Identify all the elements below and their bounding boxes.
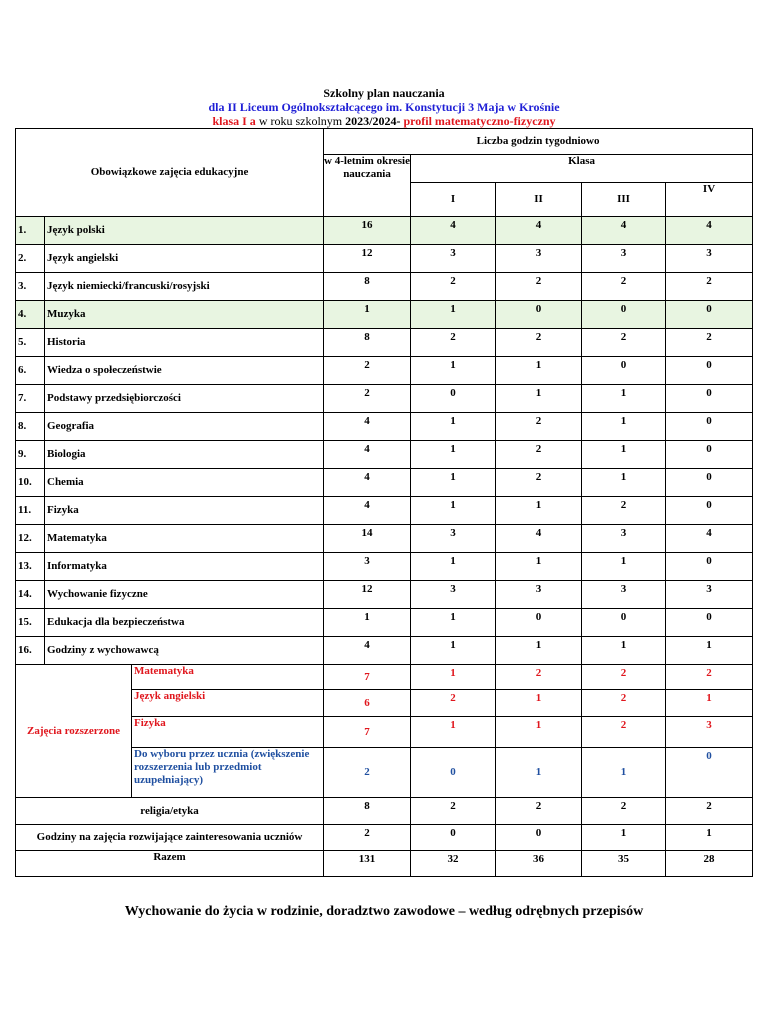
total-hours: 4 [324,413,411,441]
school-name: dla II Liceum Ogólnokształcącego im. Konstytucji 3 Maja w Krośnie [208,100,560,114]
hours-cell: 0 [582,357,666,385]
extended-hours-cell: 1 [666,690,753,717]
interests-label: Godziny na zajęcia rozwijające zainteresowania uczniów [16,825,324,851]
row-number: 6. [16,357,45,385]
hours-cell: 1 [411,553,496,581]
table-row [16,581,753,609]
hours-cell: 0 [582,609,666,637]
hours-cell: 1 [496,637,582,665]
extended-hours-cell: 0 [666,748,753,798]
total-hours: 1 [324,301,411,329]
subject-name: Geografia [45,413,324,441]
extended-label: Zajęcia rozszerzone [16,665,132,798]
row-number: 12. [16,525,45,553]
hours-cell: 2 [582,273,666,301]
col-header-3: III [582,183,666,217]
table-row [16,469,753,497]
hours-cell: 0 [496,301,582,329]
subject-name: Język angielski [45,245,324,273]
hours-cell: 3 [582,245,666,273]
extended-subject-name: Matematyka [132,665,324,690]
religion-cell: 2 [666,798,753,825]
hours-cell: 1 [496,497,582,525]
extended-hours-cell: 2 [582,690,666,717]
interests-cell: 1 [666,825,753,851]
total-hours: 4 [324,469,411,497]
extended-subject-name: Fizyka [132,717,324,748]
extended-hours-cell: 2 [666,665,753,690]
subject-name: Język polski [45,217,324,245]
hours-cell: 0 [666,441,753,469]
total-hours: 14 [324,525,411,553]
subject-name: Muzyka [45,301,324,329]
table-row [16,525,753,553]
row-number: 10. [16,469,45,497]
religion-cell: 2 [582,798,666,825]
extended-hours-cell: 3 [666,717,753,748]
col-header-4: IV [666,183,753,217]
hours-cell: 1 [582,413,666,441]
interests-cell: 0 [496,825,582,851]
hours-cell: 2 [496,441,582,469]
hours-cell: 3 [582,525,666,553]
subject-name: Fizyka [45,497,324,525]
extended-subject-name: Do wyboru przez ucznia (zwiększenie rozszerzenia lub przedmiot uzupełniający) [132,748,324,798]
subject-name: Biologia [45,441,324,469]
table-row [16,553,753,581]
hours-cell: 1 [582,385,666,413]
row-number: 4. [16,301,45,329]
subject-name: Godziny z wychowawcą [45,637,324,665]
extended-hours-cell: 1 [496,717,582,748]
col-header-2: II [496,183,582,217]
hours-cell: 2 [411,273,496,301]
row-number: 14. [16,581,45,609]
total-hours: 4 [324,637,411,665]
sum-cell: 32 [411,851,496,877]
total-hours: 8 [324,329,411,357]
hours-cell: 1 [582,637,666,665]
hours-cell: 1 [666,637,753,665]
hours-cell: 0 [496,609,582,637]
school-year: 2023/2024- [345,114,401,128]
subject-name: Wiedza o społeczeństwie [45,357,324,385]
row-number: 13. [16,553,45,581]
interests-cell: 0 [411,825,496,851]
table-row [16,413,753,441]
subject-name: Wychowanie fizyczne [45,581,324,609]
hours-cell: 0 [411,385,496,413]
hours-cell: 0 [666,413,753,441]
hours-cell: 1 [411,497,496,525]
hours-cell: 3 [411,581,496,609]
total-hours: 12 [324,245,411,273]
total-hours: 2 [324,385,411,413]
table-row [16,217,753,245]
subject-name: Edukacja dla bezpieczeństwa [45,609,324,637]
hours-cell: 3 [496,245,582,273]
extended-hours-cell: 2 [582,717,666,748]
row-number: 9. [16,441,45,469]
total-hours: 2 [324,357,411,385]
hours-cell: 3 [666,581,753,609]
table-row [16,245,753,273]
hours-cell: 0 [666,469,753,497]
extended-hours-cell: 1 [411,717,496,748]
hours-cell: 4 [666,217,753,245]
hours-cell: 0 [666,497,753,525]
hours-cell: 3 [582,581,666,609]
hours-cell: 1 [582,441,666,469]
hours-cell: 1 [411,637,496,665]
hours-cell: 4 [582,217,666,245]
hours-cell: 1 [411,413,496,441]
col-header-1: I [411,183,496,217]
hours-cell: 1 [411,609,496,637]
hours-cell: 1 [582,469,666,497]
hours-cell: 2 [411,329,496,357]
curriculum-table [15,128,753,877]
subject-name: Język niemiecki/francuski/rosyjski [45,273,324,301]
document-title: Szkolny plan nauczania [323,86,445,100]
total-hours: 1 [324,609,411,637]
hours-cell: 2 [496,469,582,497]
extended-hours-cell: 1 [496,690,582,717]
row-number: 11. [16,497,45,525]
table-row [16,637,753,665]
hours-cell: 1 [582,553,666,581]
hours-cell: 3 [411,525,496,553]
table-row [16,665,753,690]
klasa-header: Klasa [411,155,753,183]
subject-name: Informatyka [45,553,324,581]
hours-cell: 0 [582,301,666,329]
sum-label: Razem [16,851,324,877]
extended-subject-name: Język angielski [132,690,324,717]
religion-total: 8 [324,798,411,825]
subject-name: Matematyka [45,525,324,553]
row-number: 8. [16,413,45,441]
class-line [0,114,768,129]
religion-label: religia/etyka [16,798,324,825]
total-hours: 8 [324,273,411,301]
hours-cell: 1 [411,357,496,385]
sum-cell: 28 [666,851,753,877]
total-hours: 4 [324,497,411,525]
hours-cell: 2 [666,273,753,301]
row-number: 15. [16,609,45,637]
table-row [16,609,753,637]
extended-hours-cell: 2 [496,665,582,690]
total-hours: 3 [324,553,411,581]
extended-total-hours: 7 [324,665,411,690]
extended-hours-cell: 2 [582,665,666,690]
total-hours: 12 [324,581,411,609]
hours-cell: 1 [496,385,582,413]
class-name: klasa I a [212,114,256,128]
hours-cell: 0 [666,385,753,413]
extended-total-hours: 6 [324,690,411,717]
weekly-hours-header: Liczba godzin tygodniowo [324,129,753,155]
hours-cell: 1 [411,441,496,469]
hours-cell: 3 [666,245,753,273]
hours-cell: 2 [496,413,582,441]
table-row [16,357,753,385]
hours-cell: 1 [496,357,582,385]
extended-hours-cell: 1 [496,748,582,798]
row-number: 2. [16,245,45,273]
hours-cell: 4 [666,525,753,553]
table-row [16,441,753,469]
hours-cell: 0 [666,301,753,329]
hours-cell: 2 [496,329,582,357]
hours-cell: 0 [666,357,753,385]
hours-cell: 2 [666,329,753,357]
total-hours: 4 [324,441,411,469]
school-year-label: w roku szkolnym [255,114,346,128]
hours-cell: 2 [582,497,666,525]
hours-cell: 4 [496,525,582,553]
row-number: 16. [16,637,45,665]
hours-cell: 3 [496,581,582,609]
row-number: 1. [16,217,45,245]
total-hours-header: w 4-letnim okresie nauczania [324,155,411,217]
table-row [16,385,753,413]
extended-hours-cell: 1 [411,665,496,690]
class-profile: profil matematyczno-fizyczny [400,114,556,128]
total-hours: 16 [324,217,411,245]
table-row [16,329,753,357]
sum-cell: 36 [496,851,582,877]
hours-cell: 1 [496,553,582,581]
table-row [16,301,753,329]
hours-cell: 3 [411,245,496,273]
row-number: 5. [16,329,45,357]
hours-cell: 0 [666,553,753,581]
hours-cell: 4 [496,217,582,245]
religion-cell: 2 [496,798,582,825]
row-number: 3. [16,273,45,301]
extended-total-hours: 2 [324,748,411,798]
hours-cell: 1 [411,301,496,329]
table-row [16,497,753,525]
hours-cell: 2 [582,329,666,357]
extended-hours-cell: 2 [411,690,496,717]
table-row [16,273,753,301]
sum-total: 131 [324,851,411,877]
subject-name: Chemia [45,469,324,497]
sum-cell: 35 [582,851,666,877]
extended-hours-cell: 1 [582,748,666,798]
footer-note: Wychowanie do życia w rodzinie, doradztwo zawodowe – według odrębnych przepisów [124,904,644,919]
extended-total-hours: 7 [324,717,411,748]
hours-cell: 1 [411,469,496,497]
row-number: 7. [16,385,45,413]
subject-name: Podstawy przedsiębiorczości [45,385,324,413]
extended-hours-cell: 0 [411,748,496,798]
subjects-header: Obowiązkowe zajęcia edukacyjne [16,129,324,217]
religion-cell: 2 [411,798,496,825]
interests-cell: 1 [582,825,666,851]
hours-cell: 2 [496,273,582,301]
interests-total: 2 [324,825,411,851]
hours-cell: 4 [411,217,496,245]
hours-cell: 0 [666,609,753,637]
subject-name: Historia [45,329,324,357]
